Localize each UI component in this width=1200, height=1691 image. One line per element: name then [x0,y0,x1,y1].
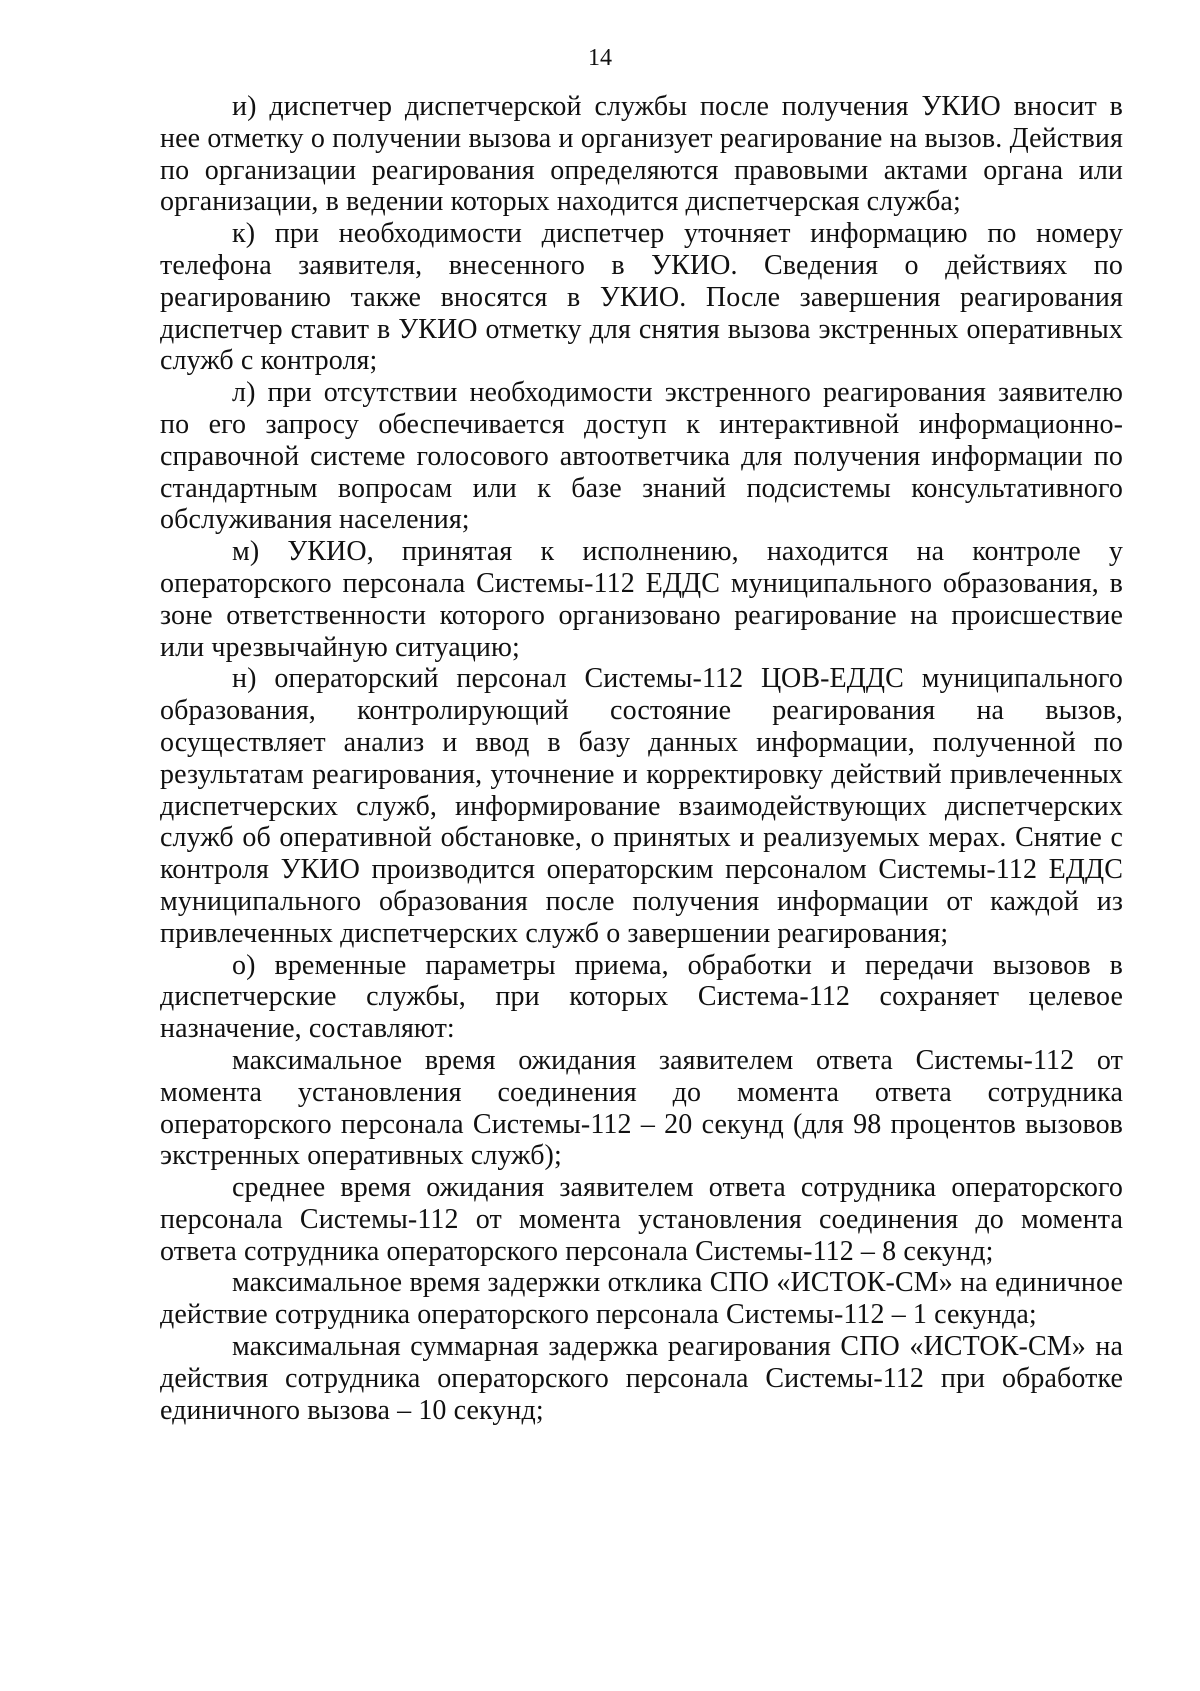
paragraph-l: л) при отсутствии необходимости экстренного реагирования заявителю по его запросу обеспечивается доступ к интерактивной информационно-справочной системе голосового автоответчика для получения информации по стандартным вопросам или к базе знаний подсистемы консультативного обслуживания населения; [160,377,1123,536]
paragraph-i: и) диспетчер диспетчерской службы после получения УКИО вносит в нее отметку о получении вызова и организует реагирование на вызов. Действия по организации реагирования определяются правовыми актами органа или организации, в ведении которых находится диспетчерская служба; [160,91,1123,218]
paragraph-m: м) УКИО, принятая к исполнению, находится на контроле у операторского персонала Системы-112 ЕДДС муниципального образования, в зоне ответственности которого организовано реагирование на происшествие или чрезвычайную ситуацию; [160,536,1123,663]
paragraph-max-wait: максимальное время ожидания заявителем ответа Системы-112 от момента установления соединения до момента ответа сотрудника операторского персонала Системы-112 – 20 секунд (для 98 процентов вызовов экстренных оперативных служб); [160,1044,1123,1172]
paragraph-total-delay: максимальная суммарная задержка реагирования СПО «ИСТОК-СМ» на действия сотрудника операторского персонала Системы-112 при обработке единичного вызова – 10 секунд; [160,1331,1123,1426]
paragraph-o: о) временные параметры приема, обработки и передачи вызовов в диспетчерские службы, при которых Система-112 сохраняет целевое назначение, составляют: [160,949,1123,1045]
paragraph-k: к) при необходимости диспетчер уточняет информацию по номеру телефона заявителя, внесенного в УКИО. Сведения о действиях по реагированию также вносятся в УКИО. После завершения реагирования диспетчер ставит в УКИО отметку для снятия вызова экстренных оперативных служб с контроля; [160,218,1123,377]
paragraph-response-delay: максимальное время задержки отклика СПО «ИСТОК-СМ» на единичное действие сотрудника операторского персонала Системы-112 – 1 секунда; [160,1267,1123,1331]
paragraph-n: н) операторский персонал Системы-112 ЦОВ-ЕДДС муниципального образования, контролирующий состояние реагирования на вызов, осуществляет анализ и ввод в базу данных информации, полученной по результатам реагирования, уточнение и корректировку действий привлеченных диспетчерских служб, информирование взаимодействующих диспетчерских служб об оперативной обстановке, о принятых и реализуемых мерах. Снятие с контроля УКИО производится операторским персоналом Системы-112 ЕДДС муниципального образования после получения информации от каждой из привлеченных диспетчерских служб о завершении реагирования; [160,663,1123,949]
document-body [160,91,1123,1426]
paragraph-avg-wait: среднее время ожидания заявителем ответа сотрудника операторского персонала Системы-112 от момента установления соединения до момента ответа сотрудника операторского персонала Системы-112 – 8 секунд; [160,1172,1123,1267]
page-number: 14 [588,45,612,71]
